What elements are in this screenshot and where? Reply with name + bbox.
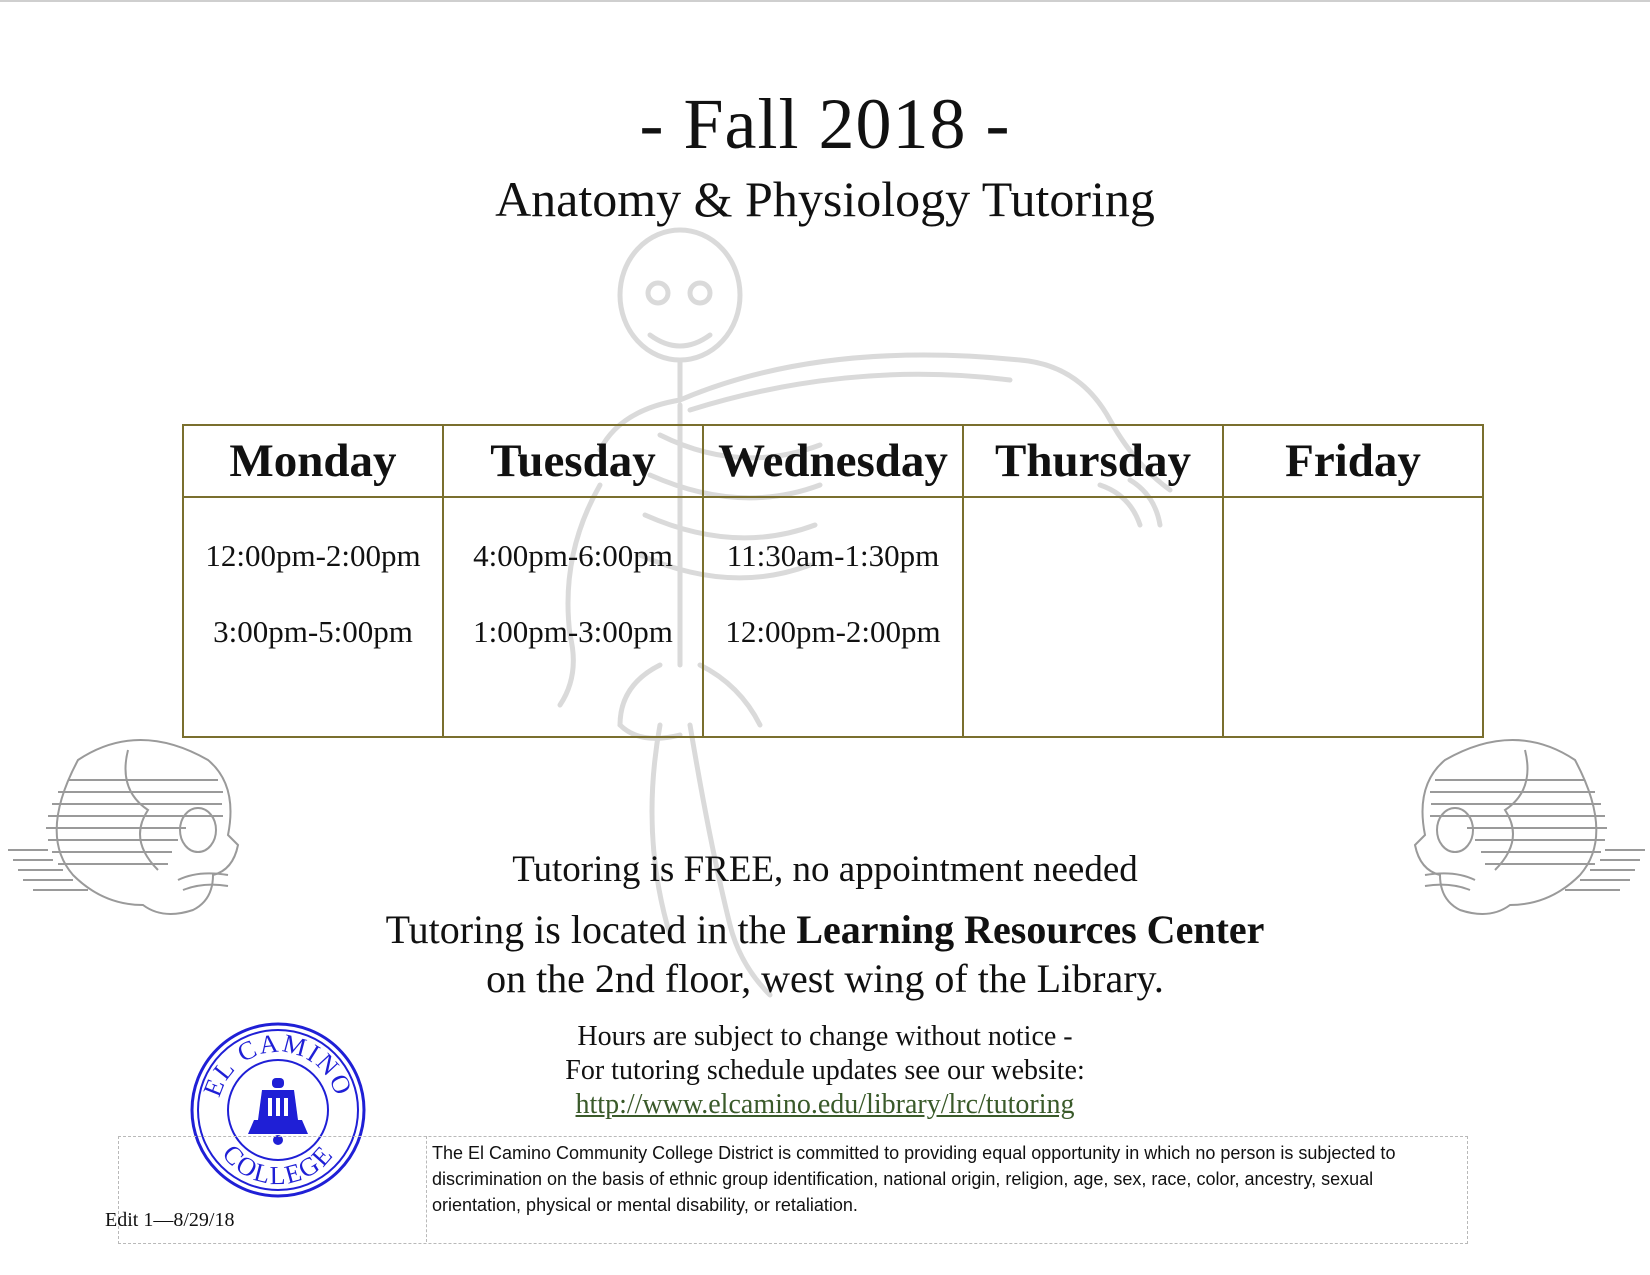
hours-cell-wednesday [703, 497, 963, 737]
time-slot: 12:00pm-2:00pm [725, 614, 941, 649]
schedule-hours-row [183, 497, 1483, 737]
page-subtitle: Anatomy & Physiology Tutoring [495, 171, 1155, 227]
hours-cell-thursday [963, 497, 1223, 737]
skull-icon [1400, 730, 1645, 930]
free-tutoring-notice: Tutoring is FREE, no appointment needed [512, 849, 1138, 890]
day-header-wednesday: Wednesday [703, 425, 963, 497]
tutoring-schedule-table [182, 424, 1484, 738]
location-line [0, 906, 1650, 954]
location-line-2: on the 2nd floor, west wing of the Library. [486, 956, 1164, 1001]
top-rule [0, 0, 1650, 2]
day-header-monday: Monday [183, 425, 443, 497]
day-header-friday: Friday [1223, 425, 1483, 497]
equal-opportunity-statement: The El Camino Community College District is committed to providing equal opportunity in which no person is subjected to discrimination on the basis of ethnic group identification, national origin, religion, age, sex, race, color, ancestry, sexual orientation, physical or mental disability, or retaliation. [432, 1143, 1396, 1215]
updates-notice: For tutoring schedule updates see our website: [565, 1055, 1085, 1086]
time-slot: 3:00pm-5:00pm [213, 614, 413, 649]
location-name: Learning Resources Center [796, 907, 1265, 952]
schedule-header-row [183, 425, 1483, 497]
day-header-thursday: Thursday [963, 425, 1223, 497]
location-prefix: Tutoring is located in the [385, 907, 797, 952]
hours-cell-monday [183, 497, 443, 737]
edit-date: Edit 1—8/29/18 [105, 1209, 235, 1231]
hours-change-notice: Hours are subject to change without notice - [577, 1021, 1073, 1052]
time-slot: 12:00pm-2:00pm [205, 538, 421, 573]
time-slot: 4:00pm-6:00pm [473, 538, 673, 573]
svg-text:EL CAMINO: EL CAMINO [197, 1028, 359, 1101]
svg-text:COLLEGE: COLLEGE [216, 1139, 340, 1191]
day-header-tuesday: Tuesday [443, 425, 703, 497]
skull-icon [8, 730, 253, 930]
hours-cell-tuesday [443, 497, 703, 737]
hours-cell-friday [1223, 497, 1483, 737]
page-title: - Fall 2018 - [639, 84, 1011, 164]
footer-divider [426, 1136, 427, 1242]
time-slot: 1:00pm-3:00pm [473, 614, 673, 649]
time-slot: 11:30am-1:30pm [726, 538, 940, 573]
website-link[interactable]: http://www.elcamino.edu/library/lrc/tutoring [575, 1089, 1075, 1120]
